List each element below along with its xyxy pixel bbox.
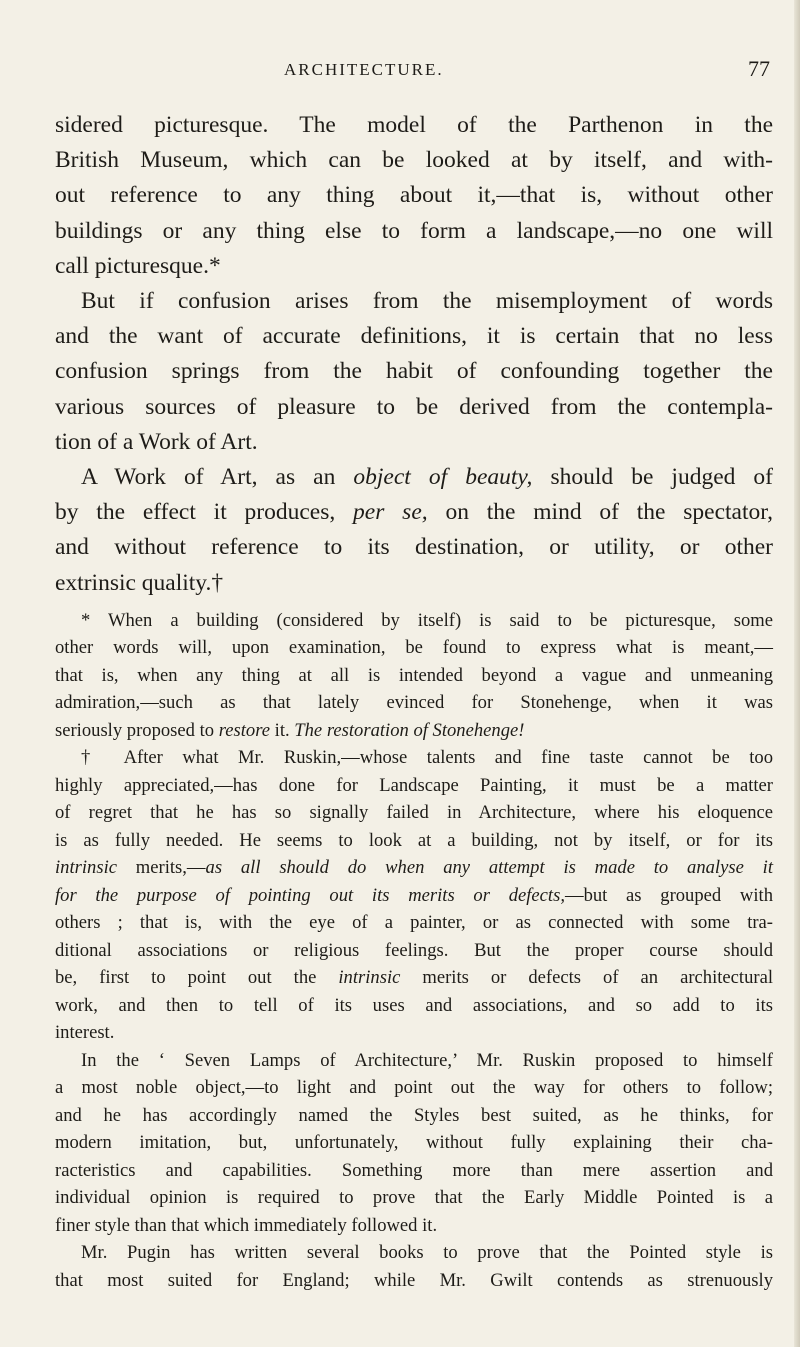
footnote-line: of regret that he has so signally failed in Architecture, where his eloquence — [55, 802, 773, 824]
text-line: tion of a Work of Art. — [55, 428, 258, 455]
footnote-line: work, and then to tell of its uses and associations, and so add to its — [55, 994, 773, 1016]
footnote-line: modern imitation, but, unfortunately, without fully explaining their cha- — [55, 1132, 773, 1154]
footnote-2 — [55, 744, 773, 1047]
footnote-line — [55, 964, 773, 992]
text-run: seriously proposed to — [55, 719, 219, 741]
text-line: But if confusion arises from the misemployment of words — [81, 288, 773, 315]
footnote-line: finer style than that which immediately followed it. — [55, 1214, 438, 1236]
text-line: British Museum, which can be looked at by itself, and with- — [55, 147, 773, 174]
footnote-line: * When a building (considered by itself) is said to be picturesque, some — [81, 609, 773, 631]
footnote-2-continued-1 — [55, 1047, 773, 1240]
footnote-line: is as fully needed. He seems to look at a building, not by itself, or for its — [55, 829, 773, 851]
text-line: and without reference to its destination, or utility, or other — [55, 534, 773, 561]
italic-run: intrinsic — [55, 857, 117, 879]
italic-run: per se, — [353, 499, 428, 526]
footnote-line — [55, 882, 773, 910]
footnote-line: a most noble object,—to light and point out the way for others to follow; — [55, 1077, 773, 1099]
italic-run: restore — [218, 719, 271, 741]
text-run: merits or defects of an architectural — [400, 967, 774, 989]
text-run: A Work of Art, as an — [81, 464, 354, 491]
footnote-line: highly appreciated,—has done for Landscape Painting, it must be a matter — [55, 774, 773, 796]
text-run: merits,— — [116, 857, 206, 879]
text-run: —but as grouped with — [564, 884, 773, 906]
footnote-line: admiration,—such as that lately evinced for Stonehenge, when it was — [55, 692, 773, 714]
footnote-2-continued-2 — [55, 1239, 773, 1294]
footnote-line — [55, 854, 773, 882]
running-title: ARCHITECTURE. — [284, 60, 444, 79]
text-line: sidered picturesque. The model of the Parthenon in the — [55, 112, 773, 138]
text-run: on the mind of the spectator, — [427, 499, 774, 526]
text-line: call picturesque.* — [55, 252, 221, 279]
page-number: 77 — [748, 56, 770, 81]
paragraph-1 — [55, 108, 773, 284]
text-line: extrinsic quality.† — [55, 569, 224, 596]
footnote-line: In the ‘ Seven Lamps of Architecture,’ Mr. Ruskin proposed to himself — [81, 1049, 773, 1071]
text-line: various sources of pleasure to be derived from the contempla- — [55, 393, 773, 420]
footnote-line: † After what Mr. Ruskin,—whose talents and fine taste cannot be too — [81, 747, 773, 769]
page-header — [0, 56, 800, 82]
italic-run: as all should do when any attempt is made to analyse it — [205, 857, 773, 879]
footnote-line: other words will, upon examination, be found to express what is meant,— — [55, 637, 773, 659]
italic-run: intrinsic — [338, 967, 401, 989]
text-run: it. — [270, 719, 295, 741]
italic-run: object of beauty, — [353, 464, 533, 491]
footnote-line: and he has accordingly named the Styles best suited, as he thinks, for — [55, 1104, 773, 1126]
footnote-line: that is, when any thing at all is intended beyond a vague and unmeaning — [55, 664, 773, 686]
italic-run: for the purpose of pointing out its merits or defects, — [55, 884, 565, 906]
footnote-line: Mr. Pugin has written several books to prove that the Pointed style is — [81, 1242, 773, 1264]
page-edge-shadow — [794, 0, 800, 1347]
paragraph-3 — [55, 460, 773, 601]
text-run: by the effect it produces, — [55, 499, 354, 526]
paragraph-2 — [55, 284, 773, 460]
footnote-line: racteristics and capabilities. Something more than mere assertion and — [55, 1159, 773, 1181]
text-line: and the want of accurate definitions, it is certain that no less — [55, 323, 773, 350]
italic-run: The restoration of Stonehenge! — [294, 719, 525, 741]
footnote-line — [55, 717, 773, 745]
text-line: buildings or any thing else to form a landscape,—no one will — [55, 217, 773, 244]
footnote-line: others ; that is, with the eye of a painter, or as connected with some tra- — [55, 912, 773, 934]
text-line — [55, 460, 773, 495]
text-line: out reference to any thing about it,—that is, without other — [55, 182, 773, 209]
text-line — [55, 495, 773, 530]
footnote-line: individual opinion is required to prove that the Early Middle Pointed is a — [55, 1187, 773, 1209]
footnotes — [55, 607, 773, 1295]
text-line: confusion springs from the habit of confounding together the — [55, 358, 773, 385]
text-run: be, first to point out the — [55, 967, 339, 989]
page-body — [55, 108, 773, 1294]
footnote-line: ditional associations or religious feelings. But the proper course should — [55, 939, 773, 961]
footnote-line: interest. — [55, 1022, 115, 1044]
footnote-line: that most suited for England; while Mr. Gwilt contends as strenuously — [55, 1269, 773, 1291]
text-run: should be judged of — [532, 464, 773, 491]
footnote-1 — [55, 607, 773, 745]
